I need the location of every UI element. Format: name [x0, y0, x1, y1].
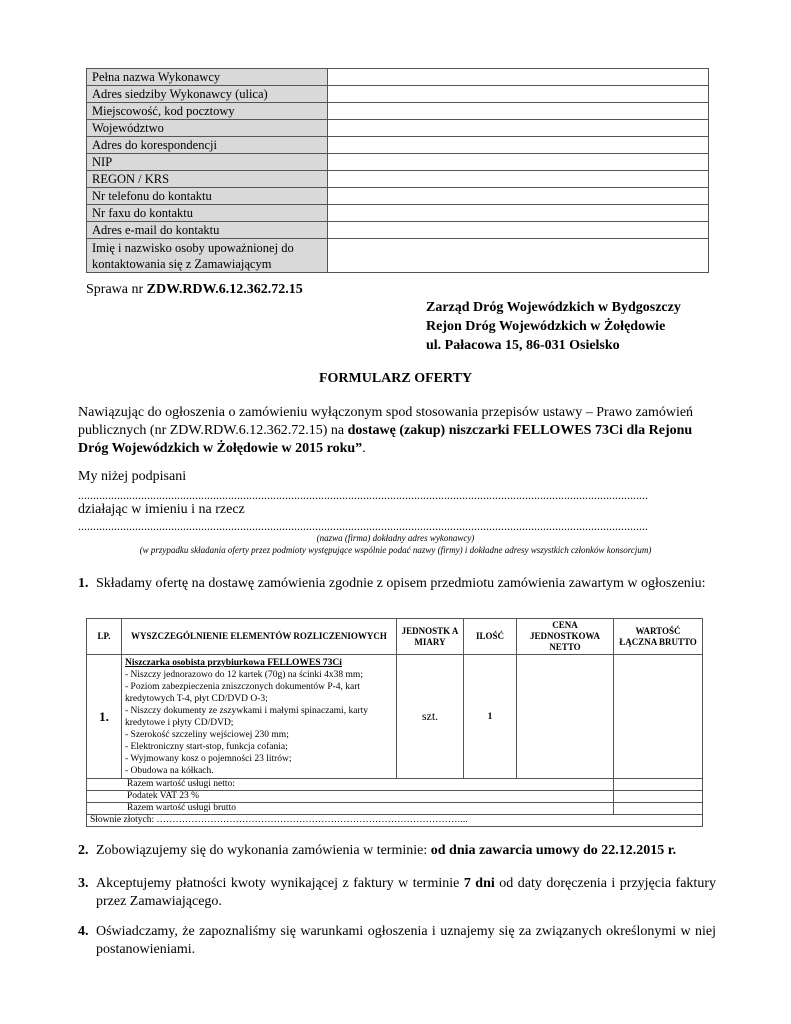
case-prefix: Sprawa nr [86, 282, 147, 297]
row-quantity: 1 [464, 655, 517, 779]
point-text: Akceptujemy płatności kwoty wynikającej z faktury w terminie [96, 876, 464, 891]
contractor-field-input[interactable] [328, 86, 709, 103]
recipient-line: ul. Pałacowa 15, 86-031 Osielsko [426, 338, 620, 353]
header-unit: JEDNOSTK A MIARY [397, 619, 464, 655]
contractor-field-input[interactable] [328, 222, 709, 239]
feature-item: - Elektroniczny start-stop, funkcja cofania; [125, 742, 288, 752]
consortium-note: (w przypadku składania oferty przez podmioty występujące wspólnie podać nazwy (firmy) i dokładne adresy wszystkich członków konsorcjum) [139, 545, 652, 555]
contractor-field-input[interactable] [328, 171, 709, 188]
intro-end: . [362, 441, 366, 456]
case-number [86, 282, 303, 298]
recipient-address [426, 298, 681, 355]
header-description: WYSZCZEGÓLNIENIE ELEMENTÓW ROZLICZENIOWYCH [122, 619, 397, 655]
contractor-row [87, 188, 709, 205]
point-number: 4. [78, 924, 89, 939]
gross-total-label: Razem wartość usługi brutto [87, 803, 614, 815]
recipient-line: Zarząd Dróg Wojewódzkich w Bydgoszczy [426, 300, 681, 315]
contractor-row [87, 239, 709, 273]
contractor-row [87, 137, 709, 154]
company-field-dots[interactable]: .............................................................................................................................................................................................. [78, 519, 648, 533]
net-total-input[interactable] [614, 779, 703, 791]
table-row [87, 655, 703, 779]
page-title: FORMULARZ OFERTY [318, 371, 473, 386]
contractor-field-input[interactable] [328, 137, 709, 154]
point-3 [78, 875, 716, 911]
contractor-row [87, 103, 709, 120]
vat-label: Podatek VAT 23 % [87, 791, 614, 803]
offer-table [86, 618, 703, 827]
contractor-row [87, 171, 709, 188]
contractor-field-input[interactable] [328, 205, 709, 222]
point-text: Oświadczamy, że zapoznaliśmy się warunkami ogłoszenia i uznajemy się za związanych określonymi w niej postanowieniami. [96, 924, 716, 957]
point-text: Składamy ofertę na dostawę zamówienia zgodnie z opisem przedmiotu zamówienia zawartym w ogłoszeniu: [96, 576, 706, 591]
contractor-row [87, 86, 709, 103]
contractor-field-label: Adres siedziby Wykonawcy (ulica) [87, 86, 328, 103]
feature-item: - Szerokość szczeliny wejściowej 230 mm; [125, 730, 289, 740]
contractor-field-label: Nr faxu do kontaktu [87, 205, 328, 222]
feature-item: - Niszczy dokumenty ze zszywkami i małymi spinaczami, karty kredytowe i płyty CD/DVD; [125, 706, 368, 728]
intro-paragraph [78, 404, 710, 458]
company-note: (nazwa (firma) dokładny adres wykonawcy) [316, 533, 475, 543]
vat-row [87, 791, 703, 803]
contractor-field-label: Pełna nazwa Wykonawcy [87, 69, 328, 86]
header-quantity: ILOŚĆ [464, 619, 517, 655]
contractor-row [87, 205, 709, 222]
feature-item: - Obudowa na kółkach. [125, 766, 214, 776]
signed-label: My niżej podpisani [78, 469, 187, 484]
recipient-line: Rejon Dróg Wojewódzkich w Żołędowie [426, 319, 666, 334]
feature-item: - Niszczy jednorazowo do 12 kartek (70g) na ścinki 4x38 mm; [125, 670, 363, 680]
contractor-field-label: Imię i nazwisko osoby upoważnionej do kontaktowania się z Zamawiającym [87, 239, 328, 273]
row-unit: szt. [397, 655, 464, 779]
row-lp: 1. [87, 655, 122, 779]
contractor-field-label: Adres e-mail do kontaktu [87, 222, 328, 239]
row-total-input[interactable] [614, 655, 703, 779]
amount-in-words[interactable]: Słownie złotych: ……………………………………………………………………………………... [87, 815, 703, 827]
intro-subject: dostawę (zakup) niszczarki FELLOWES 73Ci dla Rejonu Dróg Wojewódzkich w Żołędowie w 2015 roku” [78, 423, 693, 456]
header-unit-price: CENA JEDNOSTKOWA NETTO [517, 619, 614, 655]
case-number-value: ZDW.RDW.6.12.362.72.15 [146, 282, 303, 297]
point-2 [78, 842, 716, 860]
point-number: 2. [78, 843, 89, 858]
contractor-field-input[interactable] [328, 154, 709, 171]
feature-item: - Wyjmowany kosz o pojemności 23 litrów; [125, 754, 292, 764]
intro-text: Nawiązując do ogłoszenia o zamówieniu wyłączonym spod stosowania przepisów ustawy – Prawo zamówień publicznych (nr ZDW.RDW.6.12.362.72.15) na [78, 405, 694, 438]
contractor-field-input[interactable] [328, 120, 709, 137]
gross-total-input[interactable] [614, 803, 703, 815]
row-unit-price-input[interactable] [517, 655, 614, 779]
contractor-field-input[interactable] [328, 103, 709, 120]
point-number: 3. [78, 876, 89, 891]
net-total-label: Razem wartość usługi netto: [87, 779, 614, 791]
point-term: od dnia zawarcia umowy do 22.12.2015 r. [430, 843, 677, 858]
contractor-field-input[interactable] [328, 188, 709, 205]
point-4 [78, 923, 716, 959]
point-1 [78, 575, 716, 593]
contractor-field-input[interactable] [328, 69, 709, 86]
contractor-field-label: NIP [87, 154, 328, 171]
row-description [122, 655, 397, 779]
contractor-field-label: Miejscowość, kod pocztowy [87, 103, 328, 120]
net-total-row [87, 779, 703, 791]
contractor-field-label: Województwo [87, 120, 328, 137]
point-text-end: od daty doręczenia i przyjęcia faktury przez Zamawiającego. [96, 876, 716, 909]
acting-label: działając w imieniu i na rzecz [78, 502, 245, 517]
contractor-field-label: Nr telefonu do kontaktu [87, 188, 328, 205]
contractor-field-label: REGON / KRS [87, 171, 328, 188]
vat-input[interactable] [614, 791, 703, 803]
contractor-field-label: Adres do korespondencji [87, 137, 328, 154]
amount-in-words-row [87, 815, 703, 827]
contractor-details-table [86, 68, 709, 273]
contractor-field-input[interactable] [328, 239, 709, 273]
contractor-row [87, 120, 709, 137]
product-name: Niszczarka osobista przybiurkowa FELLOWES 73Ci [125, 658, 342, 668]
offer-table-header [87, 619, 703, 655]
point-payment-days: 7 dni [463, 876, 495, 891]
contractor-row [87, 222, 709, 239]
gross-total-row [87, 803, 703, 815]
point-text: Zobowiązujemy się do wykonania zamówienia w terminie: [96, 843, 431, 858]
contractor-row [87, 69, 709, 86]
name-field-dots[interactable]: .............................................................................................................................................................................................. [78, 488, 648, 502]
contractor-row [87, 154, 709, 171]
feature-list [125, 669, 393, 777]
feature-item: - Poziom zabezpieczenia zniszczonych dokumentów P-4, kart kredytowych T-4, płyt CD/DVD O-3; [125, 682, 361, 704]
header-lp: LP. [87, 619, 122, 655]
header-total: WARTOŚĆ ŁĄCZNA BRUTTO [614, 619, 703, 655]
point-number: 1. [78, 576, 89, 591]
